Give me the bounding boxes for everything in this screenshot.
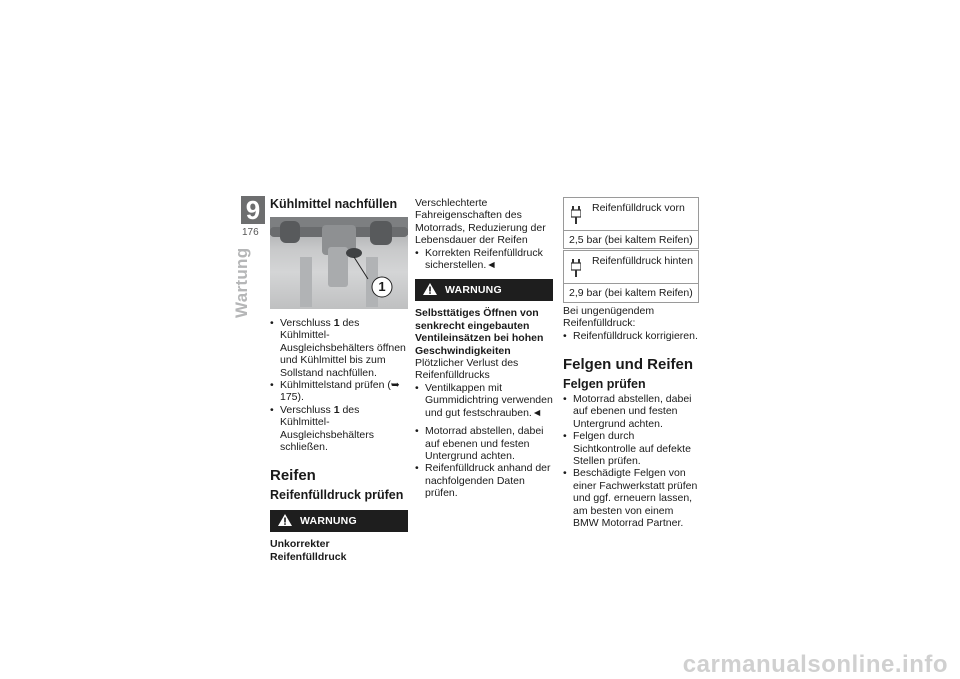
list-item: • Motorrad abstellen, dabei auf ebenen und festen Untergrund achten. <box>563 393 699 430</box>
pressure-check-steps <box>415 425 553 499</box>
spec-rear-value: 2,9 bar (bei kaltem Reifen) <box>569 287 693 300</box>
coolant-reservoir-photo <box>270 217 408 309</box>
page-number: 176 <box>242 227 259 238</box>
tire-gauge-icon <box>571 206 581 227</box>
warning-actions-2 <box>415 382 553 419</box>
watermark-text: carmanualsonline.info <box>682 650 948 678</box>
warning-actions <box>415 247 553 272</box>
list-item: • Reifenfülldruck korrigieren. <box>563 330 699 342</box>
spec-front-label: Reifenfülldruck vorn <box>592 202 685 214</box>
list-item: • Verschluss 1 des Kühlmittel-Ausgleichsbehälters öffnen und Kühlmittel bis zum Sollstand nachfüllen. <box>270 317 408 379</box>
tire-gauge-icon <box>571 259 581 280</box>
warning-triangle-icon <box>270 514 300 529</box>
chapter-side-label: Wartung <box>232 247 251 318</box>
spec-rear-label: Reifenfülldruck hinten <box>592 255 693 268</box>
rim-check-steps <box>563 393 699 529</box>
list-item: • Kühlmittelstand prüfen (➥ 175). <box>270 379 408 404</box>
warning-title-2: Selbsttätiges Öffnen von senkrecht eingebauten Ventileinsätzen bei hohen Geschwindigkeiten <box>415 307 544 357</box>
warning-text-2: Plötzlicher Verlust des Reifenfülldrucks <box>415 357 519 382</box>
warning-banner-2 <box>415 279 553 301</box>
correct-pressure-steps <box>563 330 699 342</box>
warning-triangle-icon <box>415 283 445 298</box>
column-2 <box>415 197 553 500</box>
heading-check-rims: Felgen prüfen <box>563 377 646 392</box>
section-rims-tires: Felgen und Reifen <box>563 356 694 374</box>
heading-tire-pressure-check: Reifenfülldruck prüfen <box>270 488 404 503</box>
list-item: • Reifenfülldruck anhand der nachfolgenden Daten prüfen. <box>415 462 553 499</box>
callout-number: 1 <box>378 279 386 294</box>
coolant-steps <box>270 317 408 453</box>
list-item: • Ventilkappen mit Gummidichtring verwenden und gut festschrauben.◄ <box>415 382 553 419</box>
spec-front-pressure <box>563 197 699 249</box>
spec-rear-pressure <box>563 250 699 302</box>
list-item: • Verschluss 1 des Kühlmittel-Ausgleichsbehälters schließen. <box>270 404 408 454</box>
column-1 <box>270 197 408 563</box>
list-item: • Korrekten Reifenfülldruck sicherstellen.◄ <box>415 247 553 272</box>
list-item: • Felgen durch Sichtkontrolle auf defekte Stellen prüfen. <box>563 430 699 467</box>
warning-label: WARNUNG <box>445 284 502 297</box>
heading-coolant-refill: Kühlmittel nachfüllen <box>270 197 398 211</box>
warning-banner <box>270 510 408 532</box>
section-reifen: Reifen <box>270 467 316 485</box>
list-item: • Beschädigte Felgen von einer Fachwerkstatt prüfen und ggf. erneuern lassen, am besten von einem BMW Motorrad Partner. <box>563 467 699 529</box>
column-3 <box>563 197 699 530</box>
warning-label: WARNUNG <box>300 515 357 528</box>
warning-consequence-text: Verschlechterte Fahreigenschaften des Motorrads, Reduzierung der Lebensdauer der Reifen <box>415 197 546 247</box>
warning-title: Unkorrekter Reifenfülldruck <box>270 538 347 563</box>
insufficient-pressure-text: Bei ungenügendem Reifenfülldruck: <box>563 304 655 330</box>
spec-front-value: 2,5 bar (bei kaltem Reifen) <box>569 234 693 246</box>
chapter-number-tab: 9 <box>241 196 265 224</box>
list-item: • Motorrad abstellen, dabei auf ebenen und festen Untergrund achten. <box>415 425 553 462</box>
